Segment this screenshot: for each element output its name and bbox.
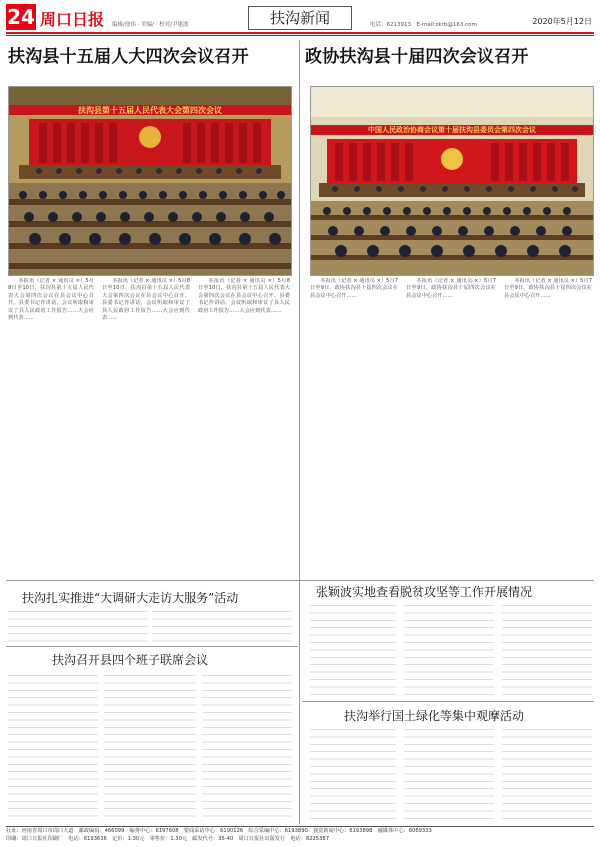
article-divider — [6, 646, 298, 647]
meeting-hall-illustration — [311, 87, 593, 275]
column-divider — [299, 40, 300, 824]
footer-line-2: 印刷：周口日报社印刷厂 电话：6193616 定价：1.30元 零售价：1.30元 邮发代号：35-40 周口日报社出版发行 电话：8225387 — [6, 836, 330, 842]
paper-name: 周口日报 — [40, 10, 105, 29]
visit-body-column-2 — [152, 608, 292, 644]
meeting-hall-illustration — [9, 87, 291, 275]
cppcc-headline: 政协扶沟县十届四次会议召开 — [305, 47, 529, 67]
meeting-body-column-1 — [8, 672, 98, 822]
article-divider — [302, 701, 594, 702]
poverty-headline: 张颖波实地查看脱贫攻坚等工作开展情况 — [316, 585, 533, 599]
cppcc-session-photo — [310, 86, 594, 276]
poverty-body-column-3 — [502, 602, 592, 698]
npc-session-photo — [8, 86, 292, 276]
npc-body-column-2: 本报讯（记者 × 通讯员 ×）5月8日至10日，扶沟县第十五届人民代表大会第四次会议在县会议中心召开。县委书记作讲话，会议听取和审议了县人民政府工作报告……大会应到代表…… — [102, 278, 190, 322]
cppcc-body-column-2: 本报讯（记者 × 通讯员 ×）5月7日至9日，政协扶沟县十届四次会议在县会议中心召开…… — [406, 278, 496, 299]
greening-body-column-3 — [502, 726, 592, 822]
meeting-headline: 扶沟召开县四个班子联席会议 — [52, 653, 209, 667]
header-rule — [6, 32, 594, 34]
greening-body-column-1 — [310, 726, 396, 822]
meeting-body-column-3 — [202, 672, 292, 822]
cppcc-body-column-1: 本报讯（记者 × 通讯员 ×）5月7日至9日，政协扶沟县十届四次会议在县会议中心召开…… — [310, 278, 398, 299]
npc-photo-banner: 扶沟县第十五届人民代表大会第四次会议 — [9, 105, 291, 115]
poverty-body-column-1 — [310, 602, 396, 698]
page-footer — [6, 826, 594, 845]
cppcc-photo-banner: 中国人民政治协商会议第十届扶沟县委员会第四次会议 — [311, 125, 593, 135]
section-title: 扶沟新闻 — [248, 6, 352, 30]
page-number: 24 — [7, 5, 35, 29]
npc-headline: 扶沟县十五届人大四次会议召开 — [8, 47, 249, 67]
editor-meta: 编辑/徐伟 · 美编/ · 校对/尹建波 — [112, 22, 189, 28]
visit-body-column-1 — [8, 608, 148, 644]
npc-body-column-1: 本报讯（记者 × 通讯员 ×）5月8日至10日，扶沟县第十五届人民代表大会第四次会议在县会议中心召开。县委书记作讲话，会议听取和审议了县人民政府工作报告……大会应到代表…… — [8, 278, 94, 322]
meeting-body-column-2 — [104, 672, 196, 822]
npc-body-column-3: 本报讯（记者 × 通讯员 ×）5月8日至10日，扶沟县第十五届人民代表大会第四次会议在县会议中心召开。县委书记作讲话，会议听取和审议了县人民政府工作报告……大会应到代表…… — [198, 278, 290, 314]
greening-headline: 扶沟举行国土绿化等集中观摩活动 — [344, 709, 525, 723]
issue-date: 2020年5月12日 — [532, 17, 592, 26]
poverty-body-column-2 — [404, 602, 494, 698]
header-rule-thin — [6, 35, 594, 36]
cppcc-body-column-3: 本报讯（记者 × 通讯员 ×）5月7日至9日，政协扶沟县十届四次会议在县会议中心召开…… — [504, 278, 592, 299]
footer-line-1: 社址：河南省周口市周口大道 邮政编码：466099 编务中心：6197608 要闻采访中心：6190126 综合采编中心：6193890 视觉新闻中心：6193898 融媒体中心：6069333 — [6, 828, 432, 834]
greening-body-column-2 — [404, 726, 494, 822]
section-divider — [6, 580, 594, 581]
contact-meta: 电话：6213913 E-mail:zkrb@163.com — [370, 22, 477, 28]
visit-headline: 扶沟扎实推进“大调研大走访大服务”活动 — [22, 591, 239, 605]
